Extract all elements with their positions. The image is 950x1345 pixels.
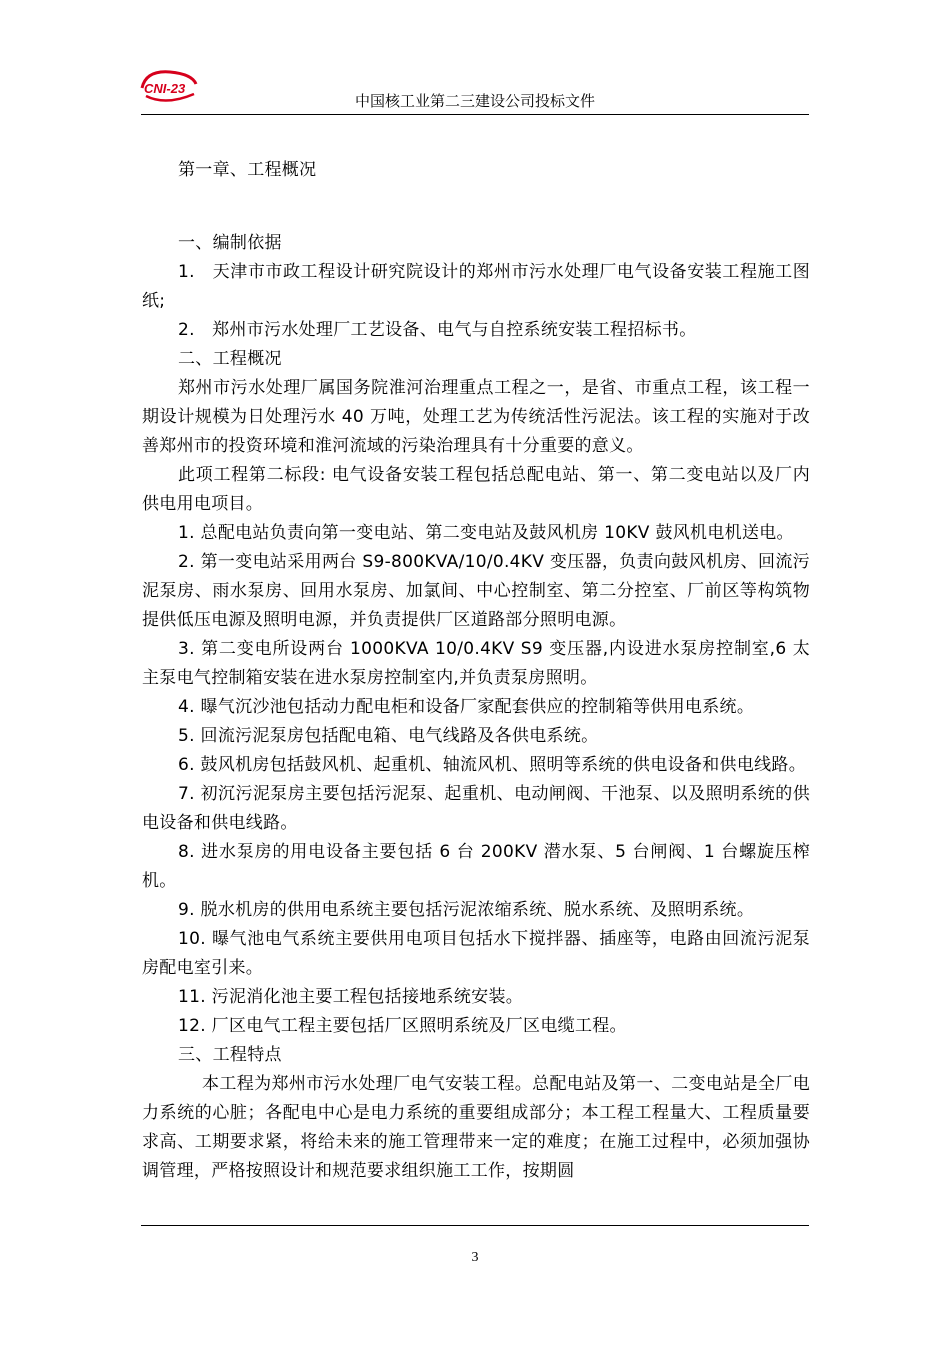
chapter-title: 第一章、工程概况 <box>178 160 317 180</box>
page-number: 3 <box>471 1250 479 1265</box>
section-heading-features: 三、工程特点 <box>178 1045 282 1065</box>
overview-item-12: 12. 厂区电气工程主要包括厂区照明系统及厂区电缆工程。 <box>178 1016 627 1036</box>
overview-item-4: 4. 曝气沉沙池包括动力配电柜和设备厂家配套供应的控制箱等供用电系统。 <box>178 697 755 717</box>
overview-item-3: 3. 第二变电所设两台 1000KVA 10/0.4KV S9 变压器,内设进水泵房控制室,6 太主泵电气控制箱安装在进水泵房控制室内,并负责泵房照明。 <box>142 639 810 688</box>
page-content <box>142 156 810 1186</box>
basis-item-1: 1. 天津市市政工程设计研究院设计的郑州市污水处理厂电气设备安装工程施工图纸; <box>142 262 810 311</box>
logo-text: CNI-23 <box>144 81 186 96</box>
overview-item-5: 5. 回流污泥泵房包括配电箱、电气线路及各供电系统。 <box>178 726 599 746</box>
basis-item-2: 2. 郑州市污水处理厂工艺设备、电气与自控系统安装工程招标书。 <box>178 320 697 340</box>
document-header-title: 中国核工业第二三建设公司投标文件 <box>354 92 595 110</box>
footer-divider <box>141 1225 809 1226</box>
overview-item-11: 11. 污泥消化池主要工程包括接地系统安装。 <box>178 987 524 1007</box>
overview-item-9: 9. 脱水机房的供用电系统主要包括污泥浓缩系统、脱水系统、及照明系统。 <box>178 900 755 920</box>
section-heading-overview: 二、工程概况 <box>178 349 282 369</box>
overview-item-8: 8. 进水泵房的用电设备主要包括 6 台 200KV 潜水泵、5 台闸阀、1 台螺旋压榨机。 <box>142 842 810 891</box>
overview-item-1: 1. 总配电站负责向第一变电站、第二变电站及鼓风机房 10KV 鼓风机电机送电。 <box>178 523 794 543</box>
overview-item-6: 6. 鼓风机房包括鼓风机、起重机、轴流风机、照明等系统的供电设备和供电线路。 <box>178 755 807 775</box>
features-body: 本工程为郑州市污水处理厂电气安装工程。总配电站及第一、二变电站是全厂电力系统的心脏；各配电中心是电力系统的重要组成部分；本工程工程量大、工程质量要求高、工期要求紧，将给未来的施工管理带来一定的难度；在施工过程中，必须加强协调管理，严格按照设计和规范要求组织施工工作，按期圆 <box>142 1074 810 1181</box>
section-heading-basis: 一、编制依据 <box>178 233 282 253</box>
overview-item-2: 2. 第一变电站采用两台 S9-800KVA/10/0.4KV 变压器，负责向鼓风机房、回流污泥泵房、雨水泵房、回用水泵房、加氯间、中心控制室、第二分控室、厂前区等构筑物提供低压电源及照明电源，并负责提供厂区道路部分照明电源。 <box>142 552 810 630</box>
overview-intro: 郑州市污水处理厂属国务院淮河治理重点工程之一，是省、市重点工程，该工程一期设计规模为日处理污水 40 万吨，处理工艺为传统活性污泥法。该工程的实施对于改善郑州市的投资环境和淮河流域的污染治理具有十分重要的意义。 <box>142 378 810 456</box>
overview-item-10: 10. 曝气池电气系统主要供用电项目包括水下搅拌器、插座等，电路由回流污泥泵房配电室引来。 <box>142 929 810 978</box>
overview-item-7: 7. 初沉污泥泵房主要包括污泥泵、起重机、电动闸阀、干池泵、以及照明系统的供电设备和供电线路。 <box>142 784 810 833</box>
overview-scope: 此项工程第二标段: 电气设备安装工程包括总配电站、第一、第二变电站以及厂内供电用电项目。 <box>142 465 810 514</box>
header-divider <box>141 114 809 115</box>
